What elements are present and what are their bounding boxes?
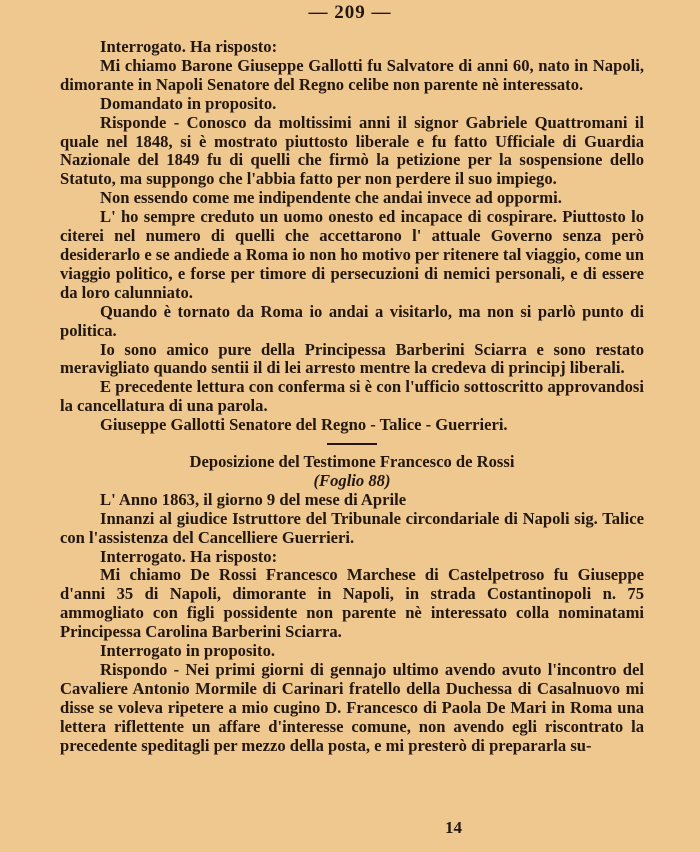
paragraph: Non essendo come me indipendente che andai invece ad oppormi. xyxy=(100,188,562,208)
paragraph: Mi chiamo Barone Giuseppe Gallotti fu Salvatore di anni 60, nato in Napoli, dimorante in Napoli Senatore del Regno celibe non parente nè interessato. xyxy=(60,55,644,94)
signature-mark: 14 xyxy=(445,818,462,837)
paragraph: Innanzi al giudice Istruttore del Tribunale circondariale di Napoli sig. Talice con l'assistenza del Cancelliere Guerrieri. xyxy=(60,508,644,547)
paragraph: Mi chiamo De Rossi Francesco Marchese di Castelpetroso fu Giuseppe d'anni 35 di Napoli, dimorante in Napoli, in strada Costantinopoli n. 75 ammogliato con figli possidente non parente nè interessato colla nominatami Principessa Carolina Barberini Sciarra. xyxy=(60,565,644,642)
paragraph: E precedente lettura con conferma si è con l'ufficio sottoscritto approvandosi la cancellatura di una parola. xyxy=(60,377,644,416)
paragraph: Rispondo - Nei primi giorni di gennajo ultimo avendo avuto l'incontro del Cavaliere Antonio Mormile di Carinari fratello della Duchessa di Casalnuovo mi disse se voleva ripetere a mio cugino D. Francesco di Paola De Mari in Roma una lettera riflettente un affare d'interesse comune, non avendo egli riscontrato la precedente speditagli per mezzo della posta, e mi presterò di prepararla su- xyxy=(60,660,644,755)
paragraph: Interrogato. Ha risposto: xyxy=(100,546,278,566)
paragraph: Domandato in proposito. xyxy=(100,93,277,113)
deposition-title: Deposizione del Testimone Francesco de Rossi xyxy=(189,452,515,472)
deposition-date: L' Anno 1863, il giorno 9 del mese di Aprile xyxy=(100,489,407,509)
paragraph: Risponde - Conosco da moltissimi anni il signor Gabriele Quattromani il quale nel 1848, si è mostrato piuttosto liberale e fu fatto Ufficiale di Guardia Nazionale del 1849 fu di quelli che firmò la petizione per la sospensione dello Statuto, ma suppongo che l'abbia fatto per non perdere il suo impiego. xyxy=(60,112,644,189)
paragraph: Interrogato. Ha risposto: xyxy=(100,37,278,56)
paragraph: Interrogato in proposito. xyxy=(100,641,276,661)
folio-reference: (Foglio 88) xyxy=(313,470,391,490)
paragraph: Io sono amico pure della Principessa Barberini Sciarra e sono restato meravigliato quando sentii il di lei arresto mentre la credeva di principj liberali. xyxy=(60,339,644,378)
body-text xyxy=(60,38,644,756)
section-divider xyxy=(327,443,377,445)
paragraph: Quando è tornato da Roma io andai a visitarlo, ma non si parlò punto di politica. xyxy=(60,301,644,340)
paragraph: L' ho sempre creduto un uomo onesto ed incapace di cospirare. Piuttosto lo citerei nel numero di quelli che accettarono l' attuale Governo senza però desiderarlo e se andiede a Roma io non ho motivo per ritenere tal viaggio, come un viaggio politico, e forse per timore di persecuzioni di nemici personali, e di essere da loro calunniato. xyxy=(60,207,644,302)
page-number-header: — 209 — xyxy=(308,2,392,23)
paragraph: Giuseppe Gallotti Senatore del Regno - Talice - Guerrieri. xyxy=(100,415,508,435)
